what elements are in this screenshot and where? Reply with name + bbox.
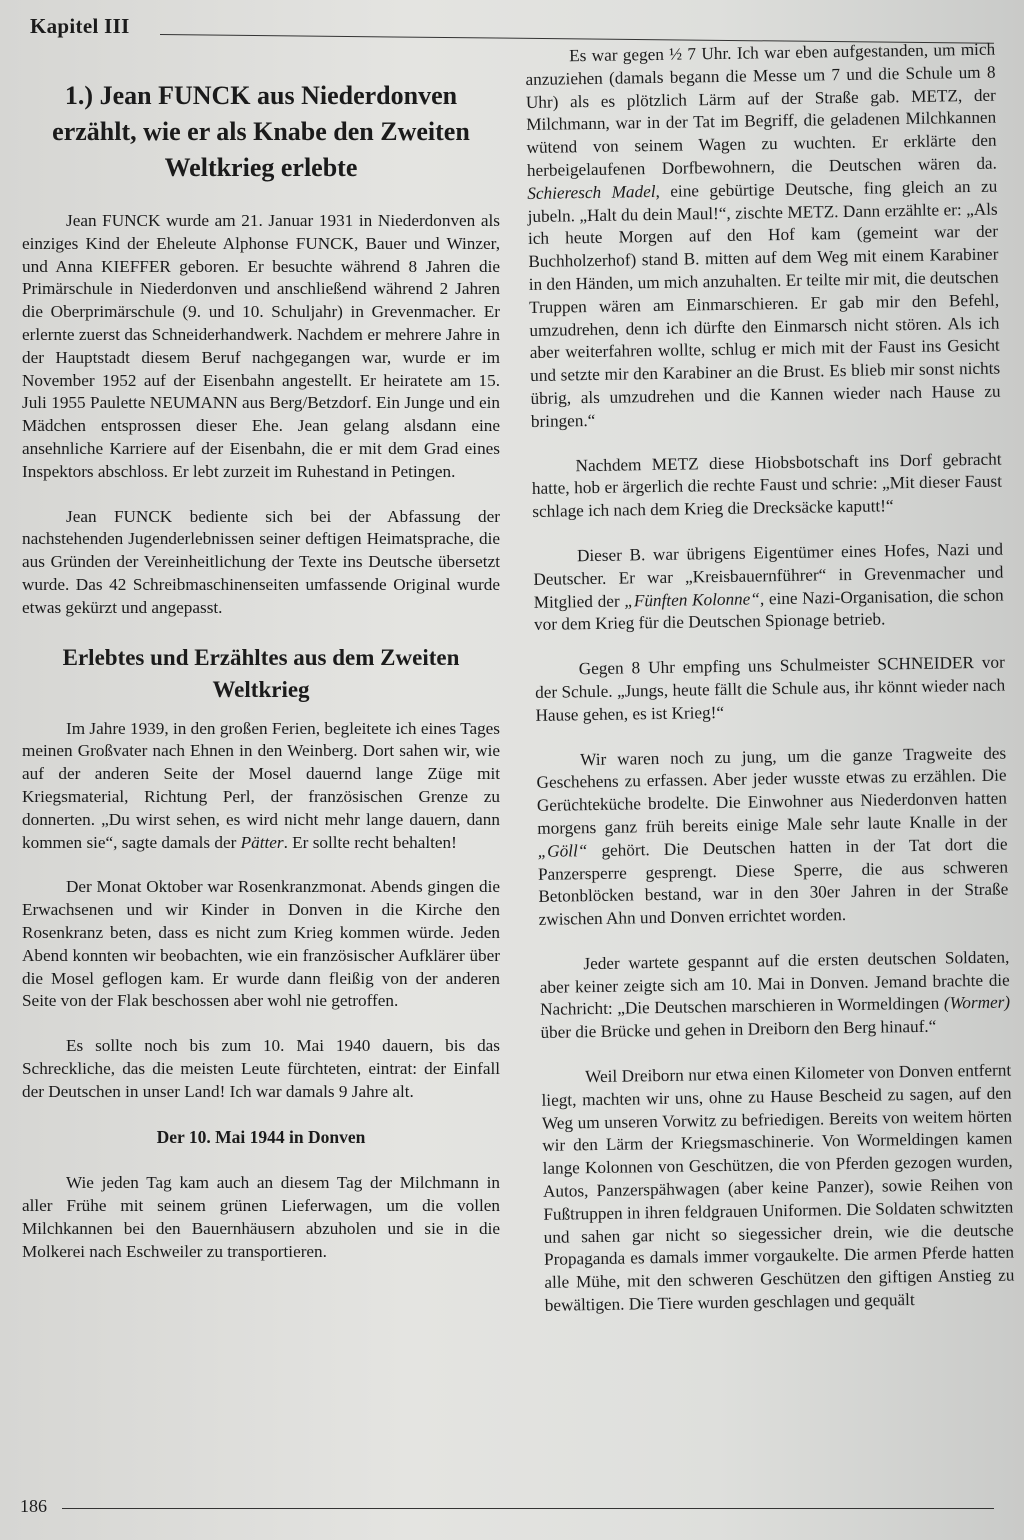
paragraph-milkman: Wie jeden Tag kam auch an diesem Tag der Milchmann in aller Frühe mit seinem grünen Lieferwagen, um die vollen Milchkannen bei den Bauernhäusern abzuholen und sie in die Molkerei nach Eschweiler zu transportieren. bbox=[22, 1173, 500, 1261]
paragraph-invasion: Es sollte noch bis zum 10. Mai 1940 dauern, bis das Schreckliche, das die meisten Leute fürchteten, eintrat: der Einfall der Deutschen in unser Land! Ich war damals 9 Jahre alt. bbox=[22, 1036, 500, 1101]
biography-paragraph: Jean FUNCK wurde am 21. Januar 1931 in Niederdonven als einziges Kind der Eheleute Alphonse FUNCK, Bauer und Winzer, und Anna KIEFFER geboren. Er besuchte während 8 Jahren die Primärschule in Niederdonven und anschließend während 2 Jahren die Oberprimärschule (9. und 10. Schuljahr) in Grevenmacher. Er erlernte zuerst das Schneiderhandwerk. Nachdem er mehrere Jahre in der Hauptstadt diesem Beruf nachgegangen war, wurde er im November 1952 auf der Eisenbahn angestellt. Er heiratete am 15. Juli 1955 Paulette NEUMANN aus Berg/Betzdorf. Ein Junge und ein Mädchen entsprossen dieser Ehe. Jean gelang alsdann eine ansehnliche Karriere auf der Eisenbahn, die er mit dem Grad eines Inspektors abschloss. Er lebt zurzeit im Ruhestand in Petingen. bbox=[22, 211, 500, 481]
paragraph-panzersperre: Wir waren noch zu jung, um die ganze Tragweite des Geschehens zu erfassen. Aber jeder wusste etwas zu erzählen. Die Gerüchteküche brodelte. Die Einwohner aus Niederdonven hatten morgens ganz früh bereits einige Male sehr laute Knalle in der „Göll“ gehört. Die Deutschen hatten in der Tat dort die Panzersperre gesprengt. Diese Sperre, die aus schweren Betonblöcken bestand, war in den 30er Jahren in der Straße zwischen Ahn und Donven errichtet worden. bbox=[536, 743, 1009, 929]
translation-note-paragraph: Jean FUNCK bediente sich bei der Abfassung der nachstehenden Jugenderlebnissen seiner deftigen Heimatsprache, die aus Gründen der Vereinheitlichung der Texte ins Deutsche übersetzt wurde. Das 42 Schreibmaschinenseiten umfassende Original wurde etwas gekürzt und angepasst. bbox=[22, 506, 500, 617]
article-subtitle: Erlebtes und Erzähltes aus dem Zweiten Weltkrieg bbox=[62, 644, 460, 702]
article-title: 1.) Jean FUNCK aus Niederdonven erzählt, wie er als Knabe den Zweiten Weltkrieg erlebte bbox=[52, 81, 470, 182]
chapter-heading: Kapitel III bbox=[30, 14, 130, 38]
section-heading: Der 10. Mai 1944 in Donven bbox=[156, 1126, 366, 1147]
paragraph-wormeldingen: Jeder wartete gespannt auf die ersten deutschen Soldaten, aber keiner zeigte sich am 10. Mai in Donven. Jemand brachte die Nachricht: „Die Deutschen marschieren in Wormeldingen (Wormer) über die Brücke und gehen in Dreiborn den Berg hinauf.“ bbox=[539, 947, 1011, 1043]
paragraph-rosenkranz: Der Monat Oktober war Rosenkranzmonat. Abends gingen die Erwachsenen und wir Kinder in Donven in die Kirche den Rosenkranz beten, dass es nicht zum Krieg kommen würde. Jeden Abend konnten wir beobachten, wie ein französischer Aufklärer über die Mosel geflogen kam. Er wurde dann fleißig von der anderen Seite von der Flak beschossen aber wohl nie getroffen. bbox=[22, 877, 500, 1011]
paragraph-dreiborn: Weil Dreiborn nur etwa einen Kilometer von Donven entfernt liegt, machten wir uns, ohne zu Hause Bescheid zu sagen, auf den Weg um unseren Vorwitz zu befriedigen. Bereits von weitem hörten wir den Lärm der Kriegsmaschinerie. Von Wormeldingen kamen lange Kolonnen von Geschützen, die von Pferden gezogen wurden, Autos, Panzerspähwagen (aber keine Panzer), sowie Reihen von Fußtruppen in ihren feldgrauen Uniformen. Die Soldaten schwitzten und sahen gar nicht so siegessicher drein, wie die deutsche Propaganda es damals immer vorgaukelte. Die armen Pferde hatten alle Mühe, mit den schweren Geschützen den giftigen Anstieg zu bewältigen. Die Tiere wurden geschlagen und gequält bbox=[541, 1060, 1015, 1315]
page-number: 186 bbox=[20, 1496, 47, 1516]
footer-rule bbox=[62, 1508, 994, 1509]
paragraph-1939: Im Jahre 1939, in den großen Ferien, begleitete ich eines Tages meinen Großvater nach Ehnen in den Weinberg. Dort sahen wir, wie auf der anderen Seite der Mosel dauernd lange Züge mit Kriegsmaterial, Richtung Perl, der französischen Grenze zu donnerten. „Du wirst sehen, es wird nicht mehr lange dauern, dann kommen sie“, sagte damals der Pätter. Er sollte recht behalten! bbox=[22, 718, 500, 852]
paragraph-metz-story: Es war gegen ½ 7 Uhr. Ich war eben aufgestanden, um mich anzuziehen (damals begann die Messe um 7 und die Schule um 8 Uhr) als es plötzlich Lärm auf der Straße gab. METZ, der Milchmann, war in der Tat im Begriff, die geladenen Milchkannen wütend von seinem Wagen zu wuchten. Er erklärte den herbeigelaufenen Dorfbewohnern, die Deutschen wären da. Schieresch Madel, eine gebürtige Deutsche, fing gleich an zu jubeln. „Halt du dein Maul!“, zischte METZ. Dann erzählte er: „Als ich heute Morgen auf den Hof kam (gemeint war der Buchholzerhof) stand B. mitten auf dem Weg mit einem Karabiner in den Händen, um mich anzuhalten. Er teilte mir mit, die deutschen Truppen wären am Einmarschieren. Er gab mir den Befehl, umzudrehen, denn ich dürfte den Einmarsch nicht stören. Als ich aber weiterfahren wollte, schlug er mich mit der Faust ins Gesicht und setzte mir den Karabiner an die Brust. Es blieb mir sonst nichts übrig, als umzudrehen und die Kannen wieder nach Hause zu bringen.“ bbox=[525, 39, 1001, 431]
paragraph-schulmeister: Gegen 8 Uhr empfing uns Schulmeister SCHNEIDER vor der Schule. „Jungs, heute fällt die Schule aus, ihr könnt wieder nach Hause gehen, es ist Krieg!“ bbox=[535, 652, 1006, 725]
left-column bbox=[22, 78, 500, 1285]
paragraph-kreisbauernfuehrer: Dieser B. war übrigens Eigentümer eines Hofes, Nazi und Deutscher. Er war „Kreisbauernführer“ in Grevenmacher und Mitglied der „Fünften Kolonne“, eine Nazi-Organisation, die schon vor dem Krieg für die Deutschen Spionage betrieb. bbox=[533, 539, 1004, 635]
right-column bbox=[525, 39, 1015, 1340]
paragraph-hiobsbotschaft: Nachdem METZ diese Hiobsbotschaft ins Dorf gebracht hatte, hob er ärgerlich die rechte Faust und schrie: „Mit dieser Faust schlage ich nach dem Krieg die Drecksäcke kaputt!“ bbox=[531, 449, 1003, 522]
